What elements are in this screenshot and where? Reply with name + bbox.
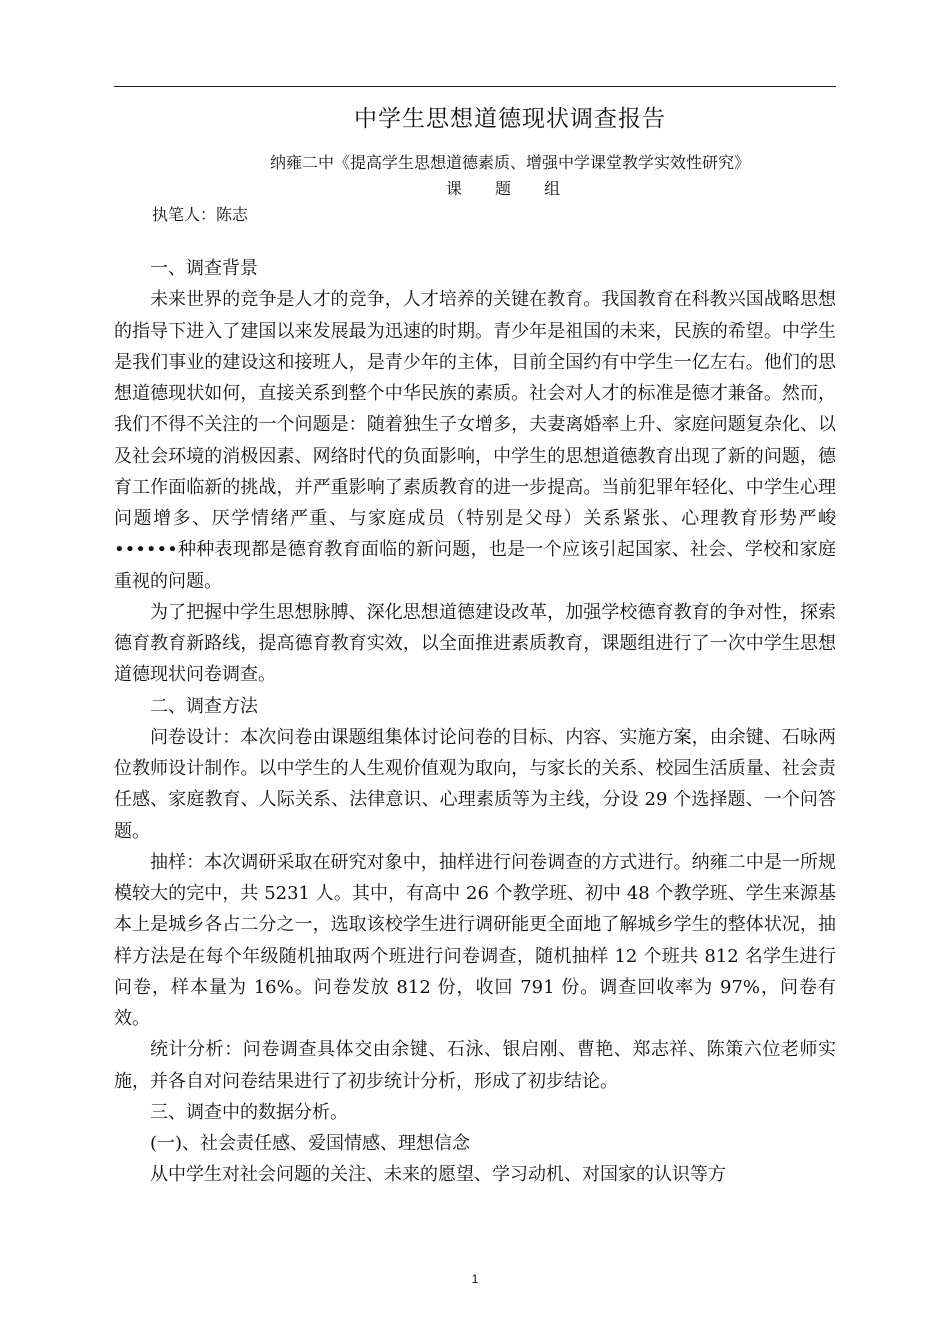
- section-heading-background: 一、调查背景: [150, 258, 258, 279]
- paragraph: 为了把握中学生思想脉膊、深化思想道德建设改革，加强学校德育教育的争对性，探索德育教育新路线，提高德育教育实效，以全面推进素质教育，课题组进行了一次中学生思想道德现状问卷调查。: [114, 601, 836, 686]
- header-rule: [114, 86, 836, 87]
- paragraph: 未来世界的竞争是人才的竞争，人才培养的关键在教育。我国教育在科教兴国战略思想的指导下进入了建国以来发展最为迅速的时期。青少年是祖国的未来，民族的希望。中学生是我们事业的建设这和接班人，是青少年的主体，目前全国约有中学生一亿左右。他们的思想道德现状如何，直接关系到整个中华民族的素质。社会对人才的标准是德才兼备。然而，我们不得不关注的一个问题是：随着独生子女增多，夫妻离婚率上升、家庭问题复杂化、以及社会环境的消极因素、网络时代的负面影响，中学生的思想道德教育出现了新的问题，德育工作面临新的挑战，并严重影响了素质教育的进一步提高。当前犯罪年轻化、中学生心理问题增多、厌学情绪严重、与家庭成员（特别是父母）关系紧张、心理教育形势严峻••••••种种表现都是德育教育面临的新问题，也是一个应该引起国家、社会、学校和家庭重视的问题。: [114, 289, 836, 592]
- page-number: 1: [471, 1272, 479, 1286]
- section-heading-method: 二、调查方法: [150, 695, 258, 717]
- subtitle-line-2: 课 题 组: [445, 179, 575, 198]
- subsection-heading: (一)、社会责任感、爱国情感、理想信念: [150, 1133, 471, 1154]
- author-line: 执笔人：陈志: [152, 205, 249, 224]
- subtitle-line-1: 纳雍二中《提高学生思想道德素质、增强中学课堂教学实效性研究》: [269, 153, 750, 172]
- section-heading-analysis: 三、调查中的数据分析。: [150, 1101, 348, 1123]
- paragraph: 问卷设计：本次问卷由课题组集体讨论问卷的目标、内容、实施方案，由余键、石咏两位教师设计制作。以中学生的人生观价值观为取向，与家长的关系、校园生活质量、社会责任感、家庭教育、人际关系、法律意识、心理素质等为主线，分设 29 个选择题、一个问答题。: [114, 726, 836, 842]
- page-title: 中学生思想道德现状调查报告: [354, 106, 666, 132]
- paragraph: 统计分析：问卷调查具体交由余键、石泳、银启刚、曹艳、郑志祥、陈策六位老师实施，并各自对问卷结果进行了初步统计分析，形成了初步结论。: [114, 1039, 836, 1092]
- paragraph: 抽样：本次调研采取在研究对象中，抽样进行问卷调查的方式进行。纳雍二中是一所规模较大的完中，共 5231 人。其中，有高中 26 个教学班、初中 48 个教学班、学生来源基本上是城乡各占二分之一，选取该校学生进行调研能更全面地了解城乡学生的整体状况，抽样方法是在每个年级随机抽取两个班进行问卷调查，随机抽样 12 个班共 812 名学生进行问卷，样本量为 16%。问卷发放 812 份，收回 791 份。调查回收率为 97%，问卷有效。: [114, 851, 836, 1029]
- document-body: [114, 253, 836, 1191]
- paragraph: 从中学生对社会问题的关注、未来的愿望、学习动机、对国家的认识等方: [150, 1164, 726, 1186]
